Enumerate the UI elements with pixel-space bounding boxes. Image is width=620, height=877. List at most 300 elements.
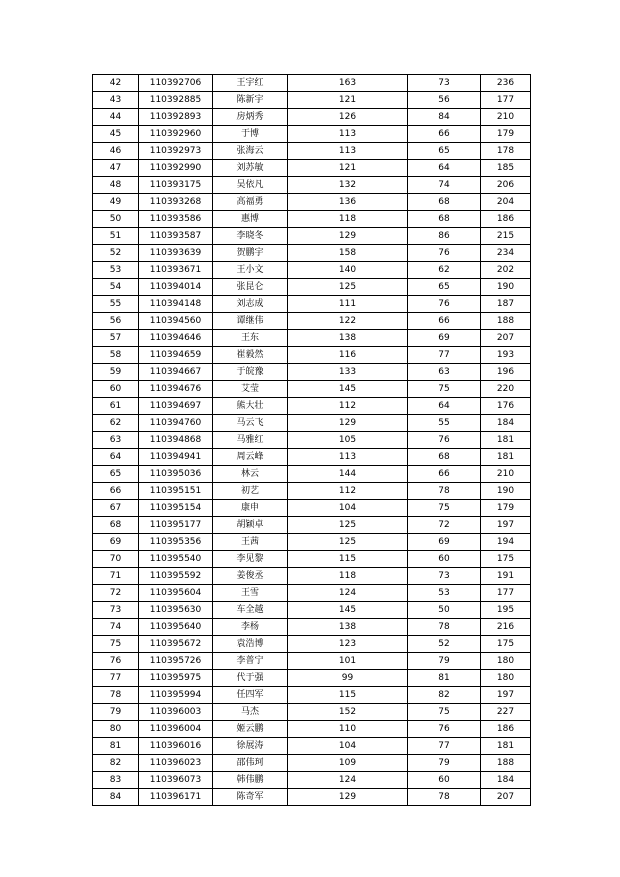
row-number-cell: 68 [93,517,139,534]
row-number-cell: 78 [93,687,139,704]
score-2-cell: 68 [408,449,481,466]
total-score-cell: 206 [481,177,531,194]
table-row [93,347,531,364]
total-score-cell: 234 [481,245,531,262]
score-2-cell: 77 [408,738,481,755]
score-1-cell: 132 [288,177,408,194]
row-number-cell: 66 [93,483,139,500]
table-row [93,500,531,517]
row-number-cell: 57 [93,330,139,347]
name-cell: 李杨 [213,619,288,636]
exam-id-cell: 110392706 [139,75,213,92]
row-number-cell: 52 [93,245,139,262]
table-row [93,721,531,738]
exam-id-cell: 110395630 [139,602,213,619]
score-1-cell: 113 [288,126,408,143]
name-cell: 林云 [213,466,288,483]
table-row [93,160,531,177]
score-2-cell: 79 [408,653,481,670]
score-2-cell: 60 [408,551,481,568]
exam-id-cell: 110396016 [139,738,213,755]
exam-id-cell: 110396023 [139,755,213,772]
score-1-cell: 118 [288,211,408,228]
table-row [93,109,531,126]
score-1-cell: 145 [288,381,408,398]
total-score-cell: 177 [481,92,531,109]
table-row [93,177,531,194]
total-score-cell: 178 [481,143,531,160]
score-1-cell: 99 [288,670,408,687]
row-number-cell: 74 [93,619,139,636]
name-cell: 王东 [213,330,288,347]
row-number-cell: 80 [93,721,139,738]
score-2-cell: 68 [408,211,481,228]
name-cell: 王小文 [213,262,288,279]
score-1-cell: 145 [288,602,408,619]
score-1-cell: 158 [288,245,408,262]
score-2-cell: 78 [408,483,481,500]
score-1-cell: 133 [288,364,408,381]
score-1-cell: 163 [288,75,408,92]
score-1-cell: 152 [288,704,408,721]
score-1-cell: 112 [288,398,408,415]
table-row [93,449,531,466]
score-2-cell: 76 [408,721,481,738]
total-score-cell: 194 [481,534,531,551]
total-score-cell: 186 [481,211,531,228]
score-1-cell: 110 [288,721,408,738]
total-score-cell: 207 [481,330,531,347]
total-score-cell: 197 [481,517,531,534]
name-cell: 李见黎 [213,551,288,568]
score-1-cell: 140 [288,262,408,279]
total-score-cell: 184 [481,415,531,432]
name-cell: 张昆仑 [213,279,288,296]
exam-id-cell: 110393587 [139,228,213,245]
exam-id-cell: 110395975 [139,670,213,687]
table-row [93,653,531,670]
name-cell: 姜俊丞 [213,568,288,585]
exam-id-cell: 110394676 [139,381,213,398]
score-2-cell: 76 [408,296,481,313]
total-score-cell: 179 [481,126,531,143]
table-row [93,517,531,534]
exam-id-cell: 110396073 [139,772,213,789]
score-1-cell: 125 [288,517,408,534]
score-2-cell: 65 [408,143,481,160]
row-number-cell: 58 [93,347,139,364]
exam-id-cell: 110392885 [139,92,213,109]
score-2-cell: 62 [408,262,481,279]
name-cell: 崔毅然 [213,347,288,364]
row-number-cell: 50 [93,211,139,228]
table-row [93,279,531,296]
total-score-cell: 181 [481,738,531,755]
exam-id-cell: 110395151 [139,483,213,500]
score-2-cell: 72 [408,517,481,534]
total-score-cell: 175 [481,636,531,653]
exam-id-cell: 110395540 [139,551,213,568]
total-score-cell: 216 [481,619,531,636]
total-score-cell: 197 [481,687,531,704]
row-number-cell: 48 [93,177,139,194]
name-cell: 高福勇 [213,194,288,211]
name-cell: 吴依凡 [213,177,288,194]
total-score-cell: 181 [481,432,531,449]
exam-id-cell: 110395672 [139,636,213,653]
name-cell: 熊大壮 [213,398,288,415]
table-row [93,245,531,262]
table-row [93,415,531,432]
row-number-cell: 62 [93,415,139,432]
table-row [93,568,531,585]
table-row [93,126,531,143]
row-number-cell: 69 [93,534,139,551]
table-row [93,296,531,313]
row-number-cell: 73 [93,602,139,619]
score-table-body [93,75,531,806]
total-score-cell: 184 [481,772,531,789]
row-number-cell: 56 [93,313,139,330]
name-cell: 马云飞 [213,415,288,432]
score-2-cell: 52 [408,636,481,653]
exam-id-cell: 110395604 [139,585,213,602]
exam-id-cell: 110395177 [139,517,213,534]
score-2-cell: 69 [408,534,481,551]
table-row [93,704,531,721]
table-row [93,143,531,160]
total-score-cell: 181 [481,449,531,466]
score-2-cell: 73 [408,568,481,585]
table-row [93,211,531,228]
score-2-cell: 81 [408,670,481,687]
score-1-cell: 124 [288,772,408,789]
total-score-cell: 193 [481,347,531,364]
name-cell: 李晓冬 [213,228,288,245]
exam-id-cell: 110392990 [139,160,213,177]
exam-id-cell: 110394646 [139,330,213,347]
exam-id-cell: 110394659 [139,347,213,364]
name-cell: 韩伟鹏 [213,772,288,789]
exam-id-cell: 110395994 [139,687,213,704]
score-1-cell: 138 [288,330,408,347]
score-2-cell: 86 [408,228,481,245]
name-cell: 邵伟珂 [213,755,288,772]
exam-id-cell: 110393671 [139,262,213,279]
table-row [93,619,531,636]
score-2-cell: 78 [408,619,481,636]
total-score-cell: 185 [481,160,531,177]
total-score-cell: 179 [481,500,531,517]
name-cell: 谭继伟 [213,313,288,330]
name-cell: 王宇红 [213,75,288,92]
total-score-cell: 176 [481,398,531,415]
table-row [93,585,531,602]
exam-id-cell: 110396171 [139,789,213,806]
score-1-cell: 125 [288,534,408,551]
exam-id-cell: 110392960 [139,126,213,143]
row-number-cell: 46 [93,143,139,160]
name-cell: 艾莹 [213,381,288,398]
total-score-cell: 202 [481,262,531,279]
row-number-cell: 43 [93,92,139,109]
row-number-cell: 44 [93,109,139,126]
table-row [93,228,531,245]
exam-id-cell: 110396004 [139,721,213,738]
score-1-cell: 129 [288,228,408,245]
total-score-cell: 188 [481,755,531,772]
row-number-cell: 82 [93,755,139,772]
score-1-cell: 136 [288,194,408,211]
name-cell: 姬云鹏 [213,721,288,738]
total-score-cell: 186 [481,721,531,738]
score-2-cell: 75 [408,704,481,721]
score-2-cell: 53 [408,585,481,602]
table-row [93,789,531,806]
row-number-cell: 55 [93,296,139,313]
row-number-cell: 64 [93,449,139,466]
score-1-cell: 122 [288,313,408,330]
score-2-cell: 66 [408,126,481,143]
score-1-cell: 129 [288,415,408,432]
name-cell: 张海云 [213,143,288,160]
score-2-cell: 50 [408,602,481,619]
score-1-cell: 109 [288,755,408,772]
score-2-cell: 64 [408,398,481,415]
exam-id-cell: 110394014 [139,279,213,296]
exam-id-cell: 110394667 [139,364,213,381]
score-2-cell: 66 [408,466,481,483]
total-score-cell: 187 [481,296,531,313]
table-row [93,772,531,789]
row-number-cell: 72 [93,585,139,602]
total-score-cell: 191 [481,568,531,585]
table-row [93,262,531,279]
score-table [92,74,531,806]
score-1-cell: 144 [288,466,408,483]
table-row [93,602,531,619]
score-1-cell: 118 [288,568,408,585]
row-number-cell: 76 [93,653,139,670]
row-number-cell: 42 [93,75,139,92]
row-number-cell: 54 [93,279,139,296]
name-cell: 贺鹏宇 [213,245,288,262]
total-score-cell: 220 [481,381,531,398]
total-score-cell: 195 [481,602,531,619]
score-1-cell: 104 [288,738,408,755]
score-1-cell: 124 [288,585,408,602]
exam-id-cell: 110394697 [139,398,213,415]
table-row [93,313,531,330]
name-cell: 袁浩博 [213,636,288,653]
exam-id-cell: 110394868 [139,432,213,449]
row-number-cell: 81 [93,738,139,755]
name-cell: 任四军 [213,687,288,704]
name-cell: 车全越 [213,602,288,619]
name-cell: 李普宁 [213,653,288,670]
table-row [93,330,531,347]
row-number-cell: 47 [93,160,139,177]
total-score-cell: 210 [481,466,531,483]
row-number-cell: 65 [93,466,139,483]
table-row [93,432,531,449]
score-1-cell: 123 [288,636,408,653]
total-score-cell: 177 [481,585,531,602]
row-number-cell: 63 [93,432,139,449]
exam-id-cell: 110393586 [139,211,213,228]
row-number-cell: 49 [93,194,139,211]
score-2-cell: 75 [408,500,481,517]
row-number-cell: 83 [93,772,139,789]
exam-id-cell: 110392893 [139,109,213,126]
score-1-cell: 113 [288,449,408,466]
name-cell: 于博 [213,126,288,143]
score-2-cell: 68 [408,194,481,211]
score-2-cell: 78 [408,789,481,806]
score-2-cell: 84 [408,109,481,126]
score-1-cell: 129 [288,789,408,806]
name-cell: 马杰 [213,704,288,721]
score-2-cell: 76 [408,245,481,262]
score-1-cell: 111 [288,296,408,313]
table-row [93,75,531,92]
total-score-cell: 204 [481,194,531,211]
table-row [93,636,531,653]
table-row [93,194,531,211]
exam-id-cell: 110395592 [139,568,213,585]
name-cell: 刘苏敏 [213,160,288,177]
table-row [93,534,531,551]
table-row [93,92,531,109]
score-2-cell: 63 [408,364,481,381]
exam-id-cell: 110394560 [139,313,213,330]
exam-id-cell: 110394760 [139,415,213,432]
name-cell: 王茜 [213,534,288,551]
name-cell: 周云峰 [213,449,288,466]
total-score-cell: 190 [481,483,531,500]
table-row [93,687,531,704]
score-2-cell: 77 [408,347,481,364]
total-score-cell: 207 [481,789,531,806]
total-score-cell: 196 [481,364,531,381]
score-1-cell: 125 [288,279,408,296]
row-number-cell: 84 [93,789,139,806]
score-2-cell: 66 [408,313,481,330]
exam-id-cell: 110395640 [139,619,213,636]
score-1-cell: 115 [288,551,408,568]
row-number-cell: 79 [93,704,139,721]
row-number-cell: 75 [93,636,139,653]
name-cell: 初艺 [213,483,288,500]
score-2-cell: 74 [408,177,481,194]
score-1-cell: 101 [288,653,408,670]
row-number-cell: 53 [93,262,139,279]
score-2-cell: 65 [408,279,481,296]
total-score-cell: 180 [481,653,531,670]
score-1-cell: 138 [288,619,408,636]
name-cell: 徐展涛 [213,738,288,755]
score-1-cell: 126 [288,109,408,126]
name-cell: 马雅红 [213,432,288,449]
row-number-cell: 70 [93,551,139,568]
score-2-cell: 69 [408,330,481,347]
score-2-cell: 79 [408,755,481,772]
score-1-cell: 116 [288,347,408,364]
table-row [93,364,531,381]
total-score-cell: 215 [481,228,531,245]
score-2-cell: 55 [408,415,481,432]
exam-id-cell: 110392973 [139,143,213,160]
exam-id-cell: 110393175 [139,177,213,194]
score-1-cell: 105 [288,432,408,449]
exam-id-cell: 110393639 [139,245,213,262]
exam-id-cell: 110395726 [139,653,213,670]
score-2-cell: 76 [408,432,481,449]
name-cell: 房炳秀 [213,109,288,126]
table-row [93,755,531,772]
total-score-cell: 190 [481,279,531,296]
name-cell: 康申 [213,500,288,517]
name-cell: 胡颖卓 [213,517,288,534]
exam-id-cell: 110395036 [139,466,213,483]
exam-id-cell: 110396003 [139,704,213,721]
row-number-cell: 67 [93,500,139,517]
total-score-cell: 236 [481,75,531,92]
score-2-cell: 73 [408,75,481,92]
row-number-cell: 77 [93,670,139,687]
table-row [93,483,531,500]
score-1-cell: 121 [288,160,408,177]
exam-id-cell: 110395154 [139,500,213,517]
table-row [93,738,531,755]
table-row [93,551,531,568]
exam-id-cell: 110393268 [139,194,213,211]
name-cell: 王雪 [213,585,288,602]
row-number-cell: 45 [93,126,139,143]
score-2-cell: 82 [408,687,481,704]
name-cell: 于皖豫 [213,364,288,381]
score-2-cell: 64 [408,160,481,177]
total-score-cell: 227 [481,704,531,721]
score-2-cell: 75 [408,381,481,398]
exam-id-cell: 110395356 [139,534,213,551]
total-score-cell: 188 [481,313,531,330]
row-number-cell: 51 [93,228,139,245]
table-row [93,466,531,483]
total-score-cell: 210 [481,109,531,126]
row-number-cell: 61 [93,398,139,415]
score-2-cell: 56 [408,92,481,109]
row-number-cell: 71 [93,568,139,585]
total-score-cell: 175 [481,551,531,568]
score-1-cell: 104 [288,500,408,517]
name-cell: 陈新宇 [213,92,288,109]
name-cell: 代于强 [213,670,288,687]
table-row [93,670,531,687]
score-1-cell: 121 [288,92,408,109]
exam-id-cell: 110394941 [139,449,213,466]
row-number-cell: 59 [93,364,139,381]
name-cell: 惠博 [213,211,288,228]
score-1-cell: 115 [288,687,408,704]
table-row [93,398,531,415]
score-1-cell: 112 [288,483,408,500]
name-cell: 刘志成 [213,296,288,313]
table-row [93,381,531,398]
total-score-cell: 180 [481,670,531,687]
row-number-cell: 60 [93,381,139,398]
score-2-cell: 60 [408,772,481,789]
